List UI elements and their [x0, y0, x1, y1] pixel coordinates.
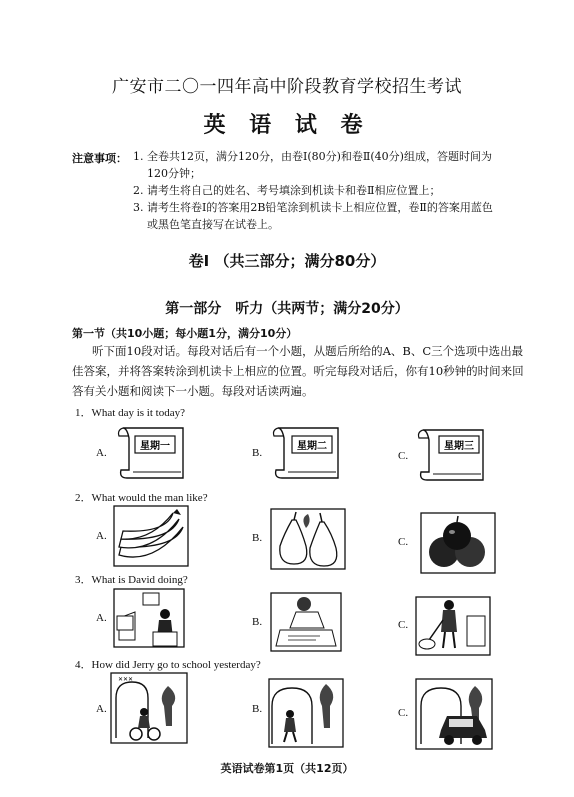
notice-label: 注意事项： — [72, 152, 127, 165]
option-label: C. — [398, 707, 409, 719]
vacuuming-image — [415, 596, 491, 656]
question-text: 2．What would the man like? — [75, 492, 208, 504]
bicycle-image — [110, 672, 188, 744]
bananas-image — [113, 505, 189, 567]
calendar-page-wednesday — [415, 426, 490, 488]
option-label: A. — [96, 612, 107, 624]
car-image — [415, 678, 493, 750]
calendar-page-tuesday — [270, 424, 345, 486]
walking-image — [268, 678, 344, 748]
question-text: 3．What is David doing? — [75, 574, 188, 586]
notice-item: 120分钟； — [147, 167, 201, 180]
calendar-label: 星期三 — [444, 441, 474, 452]
apples-image — [420, 512, 496, 574]
volume-title: 卷Ⅰ （共三部分；满分80分） — [188, 252, 386, 270]
option-label: C. — [398, 619, 409, 631]
calendar-label: 星期一 — [140, 441, 170, 452]
watching-tv-image — [113, 588, 185, 648]
instruction-line: 答有关小题和阅读下一小题。每段对话读两遍。 — [72, 384, 314, 398]
svg-text:✕✕✕: ✕✕✕ — [118, 676, 134, 683]
option-label: C. — [398, 450, 409, 462]
notice-item: 2. 请考生将自己的姓名、考号填涂到机读卡和卷Ⅱ相应位置上； — [133, 184, 441, 197]
question-text: 1．What day is it today? — [75, 407, 185, 419]
option-label: A. — [96, 447, 107, 459]
notice-item: 或黑色笔直接写在试卷上。 — [147, 218, 279, 231]
option-label: A. — [96, 530, 107, 542]
part-title: 第一部分 听力（共两节；满分20分） — [165, 301, 409, 317]
exam-title: 广安市二〇一四年高中阶段教育学校招生考试 — [112, 77, 462, 97]
option-label: B. — [252, 532, 263, 544]
writing-image — [270, 592, 342, 652]
paper-subtitle: 英 语 试 卷 — [203, 113, 371, 138]
option-label: C. — [398, 536, 409, 548]
pears-image — [270, 508, 346, 570]
option-label: B. — [252, 616, 263, 628]
instruction-line: 听下面10段对话。每段对话后有一个小题，从题后所给的A、B、C三个选项中选出最 — [92, 344, 524, 358]
option-label: A. — [96, 703, 107, 715]
section-title: 第一节（共10小题；每小题1分，满分10分） — [72, 327, 298, 340]
question-text: 4．How did Jerry go to school yesterday? — [75, 659, 261, 671]
page-footer: 英语试卷第1页（共12页） — [220, 762, 354, 775]
option-label: B. — [252, 703, 263, 715]
notice-item: 3. 请考生将卷Ⅰ的答案用2B铅笔涂到机读卡上相应位置，卷Ⅱ的答案用蓝色 — [133, 201, 493, 214]
calendar-page-monday — [115, 424, 190, 486]
instruction-line: 佳答案，并将答案转涂到机读卡上相应的位置。听完每段对话后，你有10秒钟的时间来回 — [72, 364, 524, 378]
option-label: B. — [252, 447, 263, 459]
notice-item: 1. 全卷共12页，满分120分，由卷Ⅰ(80分)和卷Ⅱ(40分)组成，答题时间为 — [133, 150, 492, 163]
calendar-label: 星期二 — [297, 441, 327, 452]
